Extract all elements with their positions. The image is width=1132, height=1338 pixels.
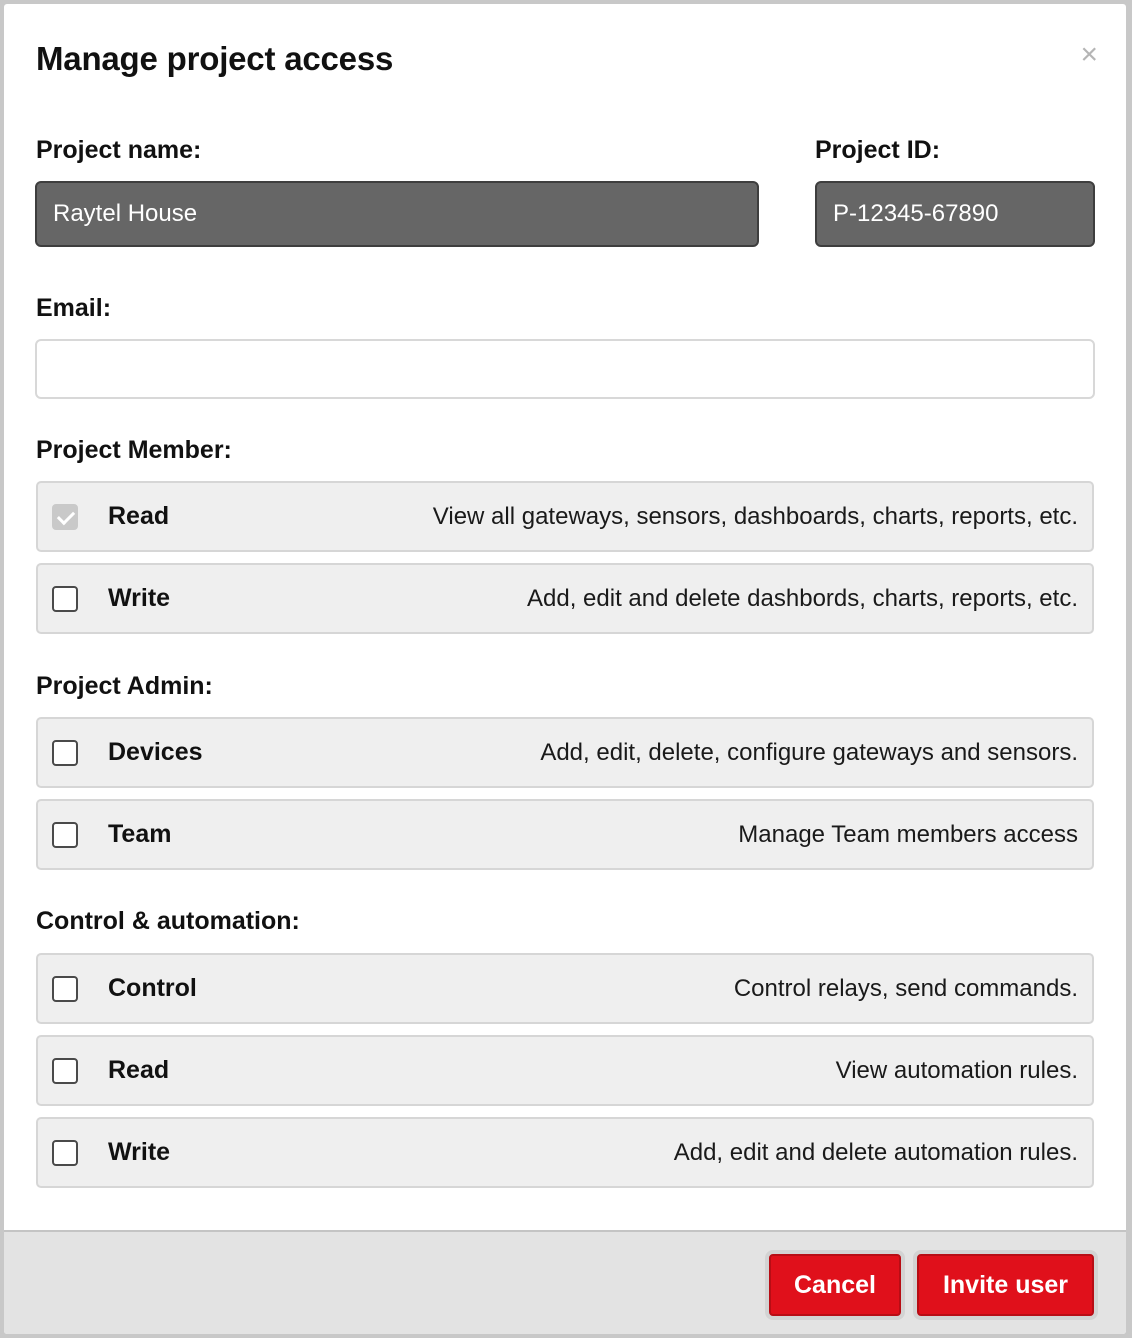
project-id-label: Project ID: bbox=[815, 136, 941, 164]
option-admin-team[interactable] bbox=[36, 799, 1094, 870]
checkbox-admin-team[interactable] bbox=[52, 822, 78, 848]
option-name: Devices bbox=[108, 738, 203, 766]
checkbox-member-read[interactable] bbox=[52, 504, 78, 530]
option-description: Add, edit, delete, configure gateways and sensors. bbox=[540, 738, 1078, 766]
option-name: Write bbox=[108, 1138, 171, 1166]
project-id-field: P-12345-67890 bbox=[815, 181, 1095, 247]
email-label: Email: bbox=[36, 294, 112, 322]
option-automation-control[interactable] bbox=[36, 953, 1094, 1024]
manage-access-dialog bbox=[4, 4, 1126, 1334]
checkbox-member-write[interactable] bbox=[52, 586, 78, 612]
option-name: Control bbox=[108, 974, 197, 1002]
checkbox-admin-devices[interactable] bbox=[52, 740, 78, 766]
project-name-field: Raytel House bbox=[35, 181, 759, 247]
option-name: Read bbox=[108, 502, 170, 530]
option-automation-write[interactable] bbox=[36, 1117, 1094, 1188]
invite-user-button[interactable]: Invite user bbox=[917, 1254, 1094, 1316]
option-description: Control relays, send commands. bbox=[733, 974, 1078, 1002]
dialog-title: Manage project access bbox=[36, 40, 394, 77]
section-title-project-admin: Project Admin: bbox=[36, 672, 213, 700]
checkbox-automation-read[interactable] bbox=[52, 1058, 78, 1084]
option-admin-devices[interactable] bbox=[36, 717, 1094, 788]
option-name: Read bbox=[108, 1056, 170, 1084]
option-description: View all gateways, sensors, dashboards, charts, reports, etc. bbox=[432, 502, 1078, 530]
email-field-wrapper bbox=[35, 339, 1095, 399]
cancel-button[interactable]: Cancel bbox=[769, 1254, 901, 1316]
close-icon[interactable]: × bbox=[1080, 38, 1098, 71]
dialog-footer bbox=[4, 1230, 1126, 1334]
checkbox-automation-write[interactable] bbox=[52, 1140, 78, 1166]
option-automation-read[interactable] bbox=[36, 1035, 1094, 1106]
section-title-control-automation: Control & automation: bbox=[36, 907, 300, 935]
option-description: Add, edit and delete automation rules. bbox=[673, 1138, 1078, 1166]
option-name: Team bbox=[108, 820, 172, 848]
option-description: Add, edit and delete dashbords, charts, reports, etc. bbox=[527, 584, 1078, 612]
checkbox-automation-control[interactable] bbox=[52, 976, 78, 1002]
option-description: View automation rules. bbox=[835, 1056, 1078, 1084]
option-description: Manage Team members access bbox=[738, 820, 1078, 848]
section-title-project-member: Project Member: bbox=[36, 436, 232, 464]
option-member-write[interactable] bbox=[36, 563, 1094, 634]
option-name: Write bbox=[108, 584, 171, 612]
option-member-read[interactable] bbox=[36, 481, 1094, 552]
project-name-label: Project name: bbox=[36, 136, 202, 164]
email-input[interactable] bbox=[53, 354, 1077, 384]
